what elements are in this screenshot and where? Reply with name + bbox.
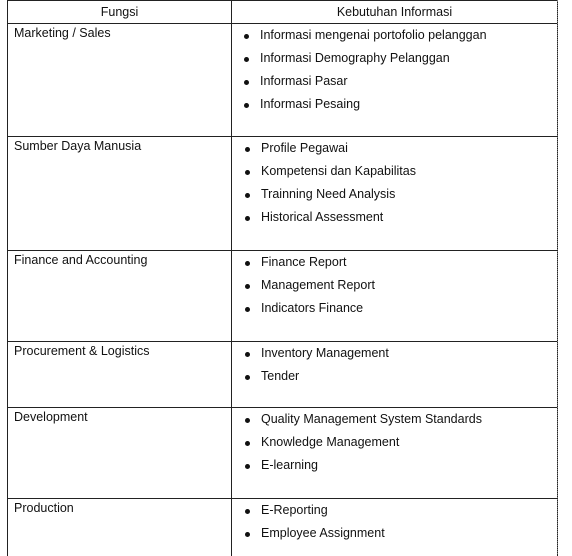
kebutuhan-list — [232, 137, 557, 229]
kebutuhan-list — [232, 24, 557, 116]
kebutuhan-cell — [232, 342, 558, 408]
table-header-row — [8, 1, 558, 24]
kebutuhan-cell — [232, 499, 558, 556]
header-fungsi: Fungsi — [8, 1, 232, 24]
fungsi-cell: Production — [8, 499, 232, 556]
table-row — [8, 251, 558, 342]
kebutuhan-cell — [232, 137, 558, 251]
table-row — [8, 408, 558, 499]
header-kebutuhan-informasi: Kebutuhan Informasi — [232, 1, 558, 24]
list-item: Profile Pegawai — [261, 137, 557, 160]
list-item: Finance Report — [261, 251, 557, 274]
list-item: E-learning — [261, 454, 557, 477]
list-item: Informasi Pasar — [260, 70, 557, 93]
information-needs-table — [7, 0, 558, 556]
kebutuhan-cell — [232, 251, 558, 342]
kebutuhan-list — [232, 499, 557, 545]
list-item: Employee Assignment — [261, 522, 557, 545]
table-row — [8, 342, 558, 408]
kebutuhan-list — [232, 408, 557, 477]
list-item: Informasi Pesaing — [260, 93, 557, 116]
kebutuhan-list — [232, 251, 557, 320]
fungsi-cell: Marketing / Sales — [8, 24, 232, 137]
fungsi-cell: Sumber Daya Manusia — [8, 137, 232, 251]
fungsi-cell: Finance and Accounting — [8, 251, 232, 342]
table-row — [8, 24, 558, 137]
list-item: Knowledge Management — [261, 431, 557, 454]
table-row — [8, 499, 558, 556]
kebutuhan-list — [232, 342, 557, 388]
list-item: Kompetensi dan Kapabilitas — [261, 160, 557, 183]
list-item: Historical Assessment — [261, 206, 557, 229]
list-item: Informasi mengenai portofolio pelanggan — [260, 24, 557, 47]
list-item: Inventory Management — [261, 342, 557, 365]
list-item: Indicators Finance — [261, 297, 557, 320]
kebutuhan-cell — [232, 24, 558, 137]
table-row — [8, 137, 558, 251]
fungsi-cell: Procurement & Logistics — [8, 342, 232, 408]
list-item: Tender — [261, 365, 557, 388]
list-item: Trainning Need Analysis — [261, 183, 557, 206]
kebutuhan-cell — [232, 408, 558, 499]
page-margin-guide — [557, 0, 558, 554]
fungsi-cell: Development — [8, 408, 232, 499]
list-item: Management Report — [261, 274, 557, 297]
list-item: Quality Management System Standards — [261, 408, 557, 431]
list-item: E-Reporting — [261, 499, 557, 522]
list-item: Informasi Demography Pelanggan — [260, 47, 557, 70]
